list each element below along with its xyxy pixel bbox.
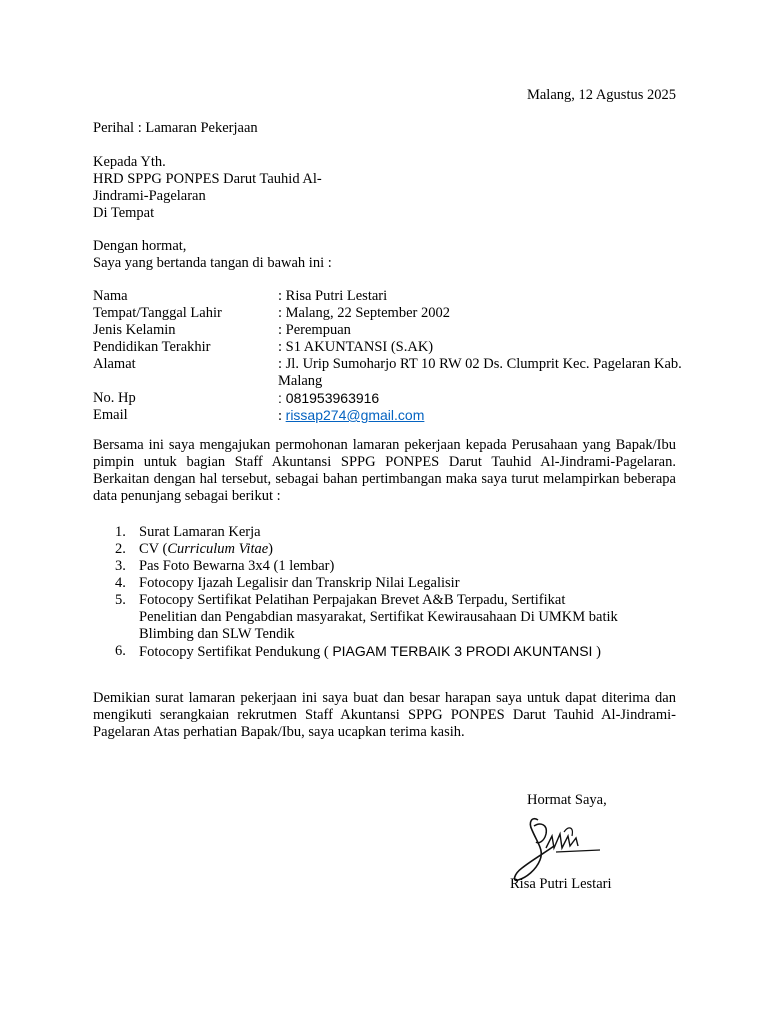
email-link[interactable]: rissap274@gmail.com (285, 407, 425, 423)
field-row (93, 356, 718, 390)
list-number: 4. (115, 575, 126, 591)
list-item (93, 643, 676, 661)
letter-subject: Perihal : Lamaran Pekerjaan (93, 120, 258, 136)
body-paragraph-2: Demikian surat lamaran pekerjaan ini saya buat dan besar harapan saya untuk dapat diterima dan mengikuti serangkaian rekrutmen Staff Akuntansi SPPG PONPES Darut Tauhid Al-Jindrami-Pagelaran Atas perhatian Bapak/Ibu, saya ucapkan terima kasih. (93, 690, 676, 740)
field-label: No. Hp (93, 390, 136, 406)
field-value: : Risa Putri Lestari (278, 288, 388, 304)
address-line: : Jl. Urip Sumoharjo RT 10 RW 02 Ds. Clumprit Kec. Pagelaran Kab. (278, 356, 682, 372)
closing: Hormat Saya, (527, 792, 607, 808)
field-value: : S1 AKUNTANSI (S.AK) (278, 339, 434, 355)
field-label: Pendidikan Terakhir (93, 339, 211, 355)
list-text-sans: PIAGAM TERBAIK 3 PRODI AKUNTANSI (332, 643, 593, 659)
colon: : (278, 408, 286, 424)
field-row (93, 288, 718, 305)
field-label: Nama (93, 288, 128, 304)
recipient-line: Kepada Yth. (93, 154, 166, 170)
list-text: Fotocopy Ijazah Legalisir dan Transkrip Nilai Legalisir (139, 575, 460, 591)
field-value: : Malang, 22 September 2002 (278, 305, 450, 321)
greeting-block (93, 238, 332, 272)
list-number: 3. (115, 558, 126, 574)
list-text: Fotocopy Sertifikat Pelatihan Perpajakan Brevet A&B Terpadu, Sertifikat Penelitian dan Pengabdian masyarakat, Sertifikat Kewirausahaan Di UMKM batik Blimbing dan SLW Tendik (139, 592, 618, 642)
list-item (93, 524, 676, 541)
recipient-block (93, 154, 322, 222)
field-value: : Perempuan (278, 322, 351, 338)
field-row (93, 407, 718, 425)
field-value (278, 407, 718, 425)
list-number: 5. (115, 592, 126, 608)
list-item (93, 592, 676, 643)
list-text-italic: Curriculum Vitae (167, 541, 269, 557)
list-number: 1. (115, 524, 126, 540)
field-row (93, 390, 718, 407)
attachment-list (93, 524, 676, 661)
recipient-line: Jindrami-Pagelaran (93, 188, 206, 204)
field-value (278, 356, 718, 390)
field-row (93, 322, 718, 339)
body-paragraph-1: Bersama ini saya mengajukan permohonan lamaran pekerjaan kepada Perusahaan yang Bapak/Ibu pimpin untuk bagian Staff Akuntansi SPPG PONPES Darut Tauhid Al-Jindrami-Pagelaran. Berkaitan dengan hal tersebut, sebagai bahan pertimbangan maka saya turut melampirkan beberapa data penunjang sebagai berikut : (93, 437, 676, 504)
field-label: Alamat (93, 356, 136, 372)
list-text-part: CV ( (139, 541, 168, 557)
field-label: Email (93, 407, 128, 423)
list-text: Surat Lamaran Kerja (139, 524, 261, 540)
recipient-line: HRD SPPG PONPES Darut Tauhid Al- (93, 171, 322, 187)
personal-data (93, 288, 718, 425)
address-line: Malang (278, 373, 323, 389)
signature-image (508, 812, 608, 884)
greeting: Dengan hormat, (93, 238, 187, 254)
field-row (93, 339, 718, 356)
list-number: 6. (115, 643, 126, 659)
list-text-part: Fotocopy Sertifikat Pendukung ( (139, 644, 333, 660)
list-number: 2. (115, 541, 126, 557)
signer-name: Risa Putri Lestari (510, 876, 612, 892)
field-label: Jenis Kelamin (93, 322, 176, 338)
field-row (93, 305, 718, 322)
field-label: Tempat/Tanggal Lahir (93, 305, 222, 321)
recipient-line: Di Tempat (93, 205, 155, 221)
field-value: : 081953963916 (278, 390, 380, 406)
list-text (139, 541, 273, 558)
list-text (139, 643, 601, 661)
list-text-part: ) (268, 541, 274, 557)
list-item (93, 541, 676, 558)
list-text-part: ) (592, 644, 601, 660)
list-item (93, 575, 676, 592)
letter-date: Malang, 12 Agustus 2025 (526, 87, 676, 103)
list-item (93, 558, 676, 575)
list-text: Pas Foto Bewarna 3x4 (1 lembar) (139, 558, 335, 574)
intro-line: Saya yang bertanda tangan di bawah ini : (93, 255, 332, 271)
